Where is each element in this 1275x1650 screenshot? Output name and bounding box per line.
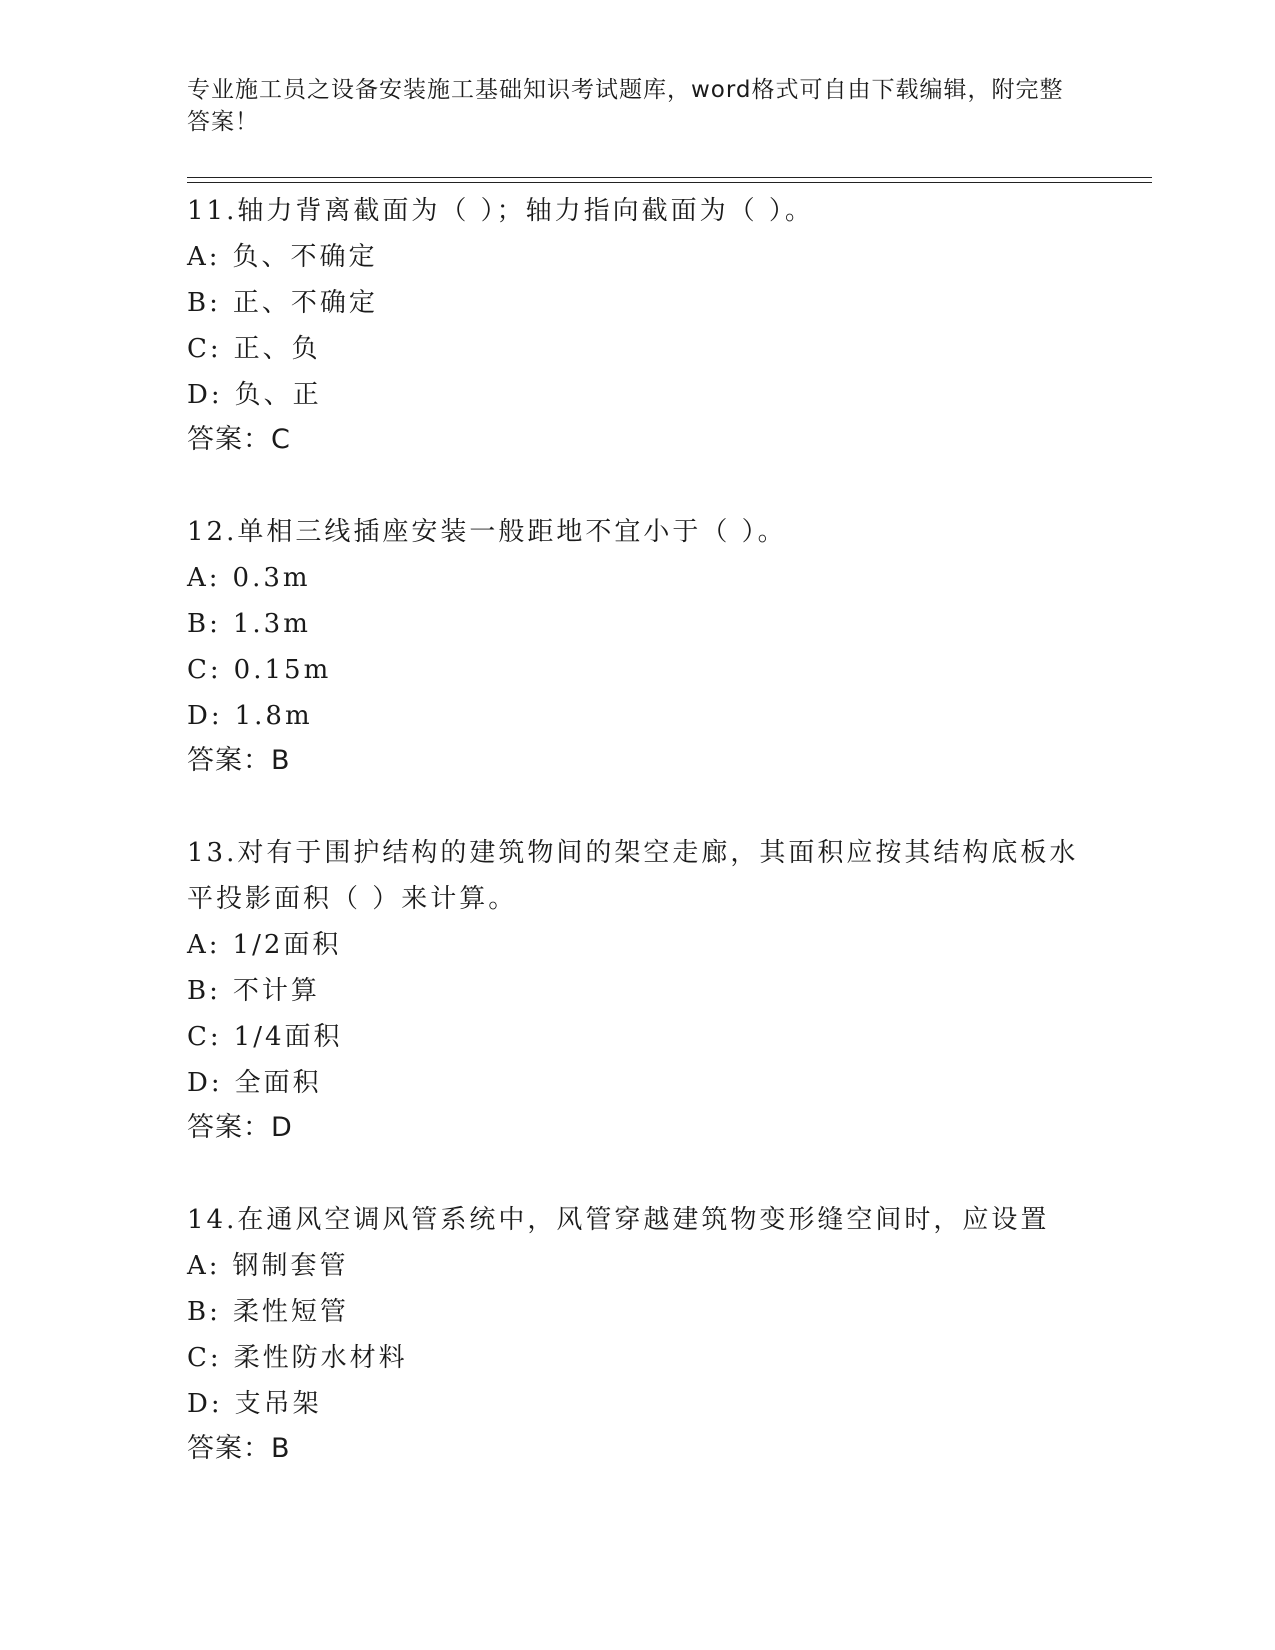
option-separator: : [210, 380, 223, 410]
option-separator: : [209, 1022, 222, 1052]
option-letter: D [187, 1389, 211, 1419]
option-letter: D [187, 1068, 211, 1098]
question-14 [187, 1197, 1107, 1471]
answer-label: 答案： [187, 745, 271, 776]
answer-line [187, 418, 1107, 462]
option-a [187, 922, 1107, 968]
option-separator: : [210, 1389, 223, 1419]
option-d [187, 1381, 1107, 1427]
answer-line [187, 1427, 1107, 1471]
option-text: 全面积 [234, 1068, 322, 1098]
option-separator: : [209, 976, 221, 1006]
option-b [187, 1289, 1107, 1335]
answer-line [187, 739, 1107, 783]
option-a [187, 234, 1107, 280]
option-d [187, 372, 1107, 418]
option-text: 负、正 [234, 380, 322, 410]
option-text: 1.8m [234, 701, 313, 731]
option-b [187, 968, 1107, 1014]
question-12 [187, 509, 1107, 783]
option-c [187, 1335, 1107, 1381]
question-text: 在通风空调风管系统中，风管穿越建筑物变形缝空间时，应设置 [237, 1205, 1050, 1235]
header-divider-bottom [187, 182, 1152, 183]
answer-label: 答案： [187, 1433, 271, 1464]
question-number: 13. [187, 838, 238, 868]
question-text: 轴力背离截面为（ ）；轴力指向截面为（ ）。 [237, 196, 814, 226]
question-number: 14. [187, 1205, 238, 1235]
option-letter: A [187, 563, 209, 593]
question-stem [187, 830, 1107, 922]
option-separator: : [209, 334, 222, 364]
question-stem [187, 509, 1107, 555]
option-letter: C [187, 334, 210, 364]
option-a [187, 555, 1107, 601]
option-letter: D [187, 701, 211, 731]
question-stem [187, 188, 1107, 234]
option-letter: B [187, 1297, 210, 1327]
answer-value: B [271, 745, 291, 776]
answer-value: C [271, 424, 291, 455]
question-text: 对有于围护结构的建筑物间的架空走廊，其面积应按其结构底板水平投影面积（ ）来计算。 [187, 838, 1079, 914]
option-b [187, 280, 1107, 326]
option-separator: : [208, 242, 221, 272]
question-stem [187, 1197, 1107, 1243]
option-letter: C [187, 655, 210, 685]
option-text: 正、不确定 [232, 288, 378, 318]
answer-value: D [271, 1112, 293, 1143]
option-letter: A [187, 242, 209, 272]
option-text: 柔性防水材料 [233, 1343, 408, 1373]
option-c [187, 1014, 1107, 1060]
option-letter: B [187, 609, 210, 639]
option-letter: B [187, 288, 210, 318]
option-text: 正、负 [233, 334, 321, 364]
option-separator: : [209, 1297, 221, 1327]
header-divider-top [187, 177, 1152, 178]
option-c [187, 647, 1107, 693]
question-13 [187, 830, 1107, 1150]
option-letter: A [187, 1251, 209, 1281]
option-text: 0.3m [232, 563, 311, 593]
option-a [187, 1243, 1107, 1289]
option-text: 1/4面积 [233, 1022, 343, 1052]
option-letter: D [187, 380, 211, 410]
option-letter: C [187, 1022, 210, 1052]
option-separator: : [210, 701, 223, 731]
option-letter: A [187, 930, 209, 960]
option-separator: : [209, 1343, 222, 1373]
option-separator: : [208, 1251, 221, 1281]
question-number: 11. [187, 196, 238, 226]
option-c [187, 326, 1107, 372]
option-separator: : [210, 1068, 223, 1098]
option-text: 不计算 [232, 976, 320, 1006]
option-separator: : [209, 288, 221, 318]
option-text: 负、不确定 [232, 242, 378, 272]
option-d [187, 693, 1107, 739]
answer-line [187, 1106, 1107, 1150]
option-text: 钢制套管 [232, 1251, 349, 1281]
question-list [187, 188, 1107, 1518]
option-text: 柔性短管 [232, 1297, 349, 1327]
option-separator: : [209, 655, 222, 685]
option-b [187, 601, 1107, 647]
option-text: 支吊架 [234, 1389, 322, 1419]
option-separator: : [209, 609, 221, 639]
answer-label: 答案： [187, 424, 271, 455]
option-separator: : [208, 930, 221, 960]
answer-label: 答案： [187, 1112, 271, 1143]
document-header: 专业施工员之设备安装施工基础知识考试题库，word格式可自由下载编辑，附完整答案！ [187, 77, 1064, 135]
option-separator: : [208, 563, 221, 593]
option-text: 0.15m [233, 655, 332, 685]
question-11 [187, 188, 1107, 462]
option-d [187, 1060, 1107, 1106]
question-number: 12. [187, 517, 238, 547]
question-text: 单相三线插座安装一般距地不宜小于（ ）。 [237, 517, 787, 547]
answer-value: B [271, 1433, 291, 1464]
option-text: 1.3m [232, 609, 311, 639]
option-letter: B [187, 976, 210, 1006]
option-letter: C [187, 1343, 210, 1373]
option-text: 1/2面积 [232, 930, 342, 960]
